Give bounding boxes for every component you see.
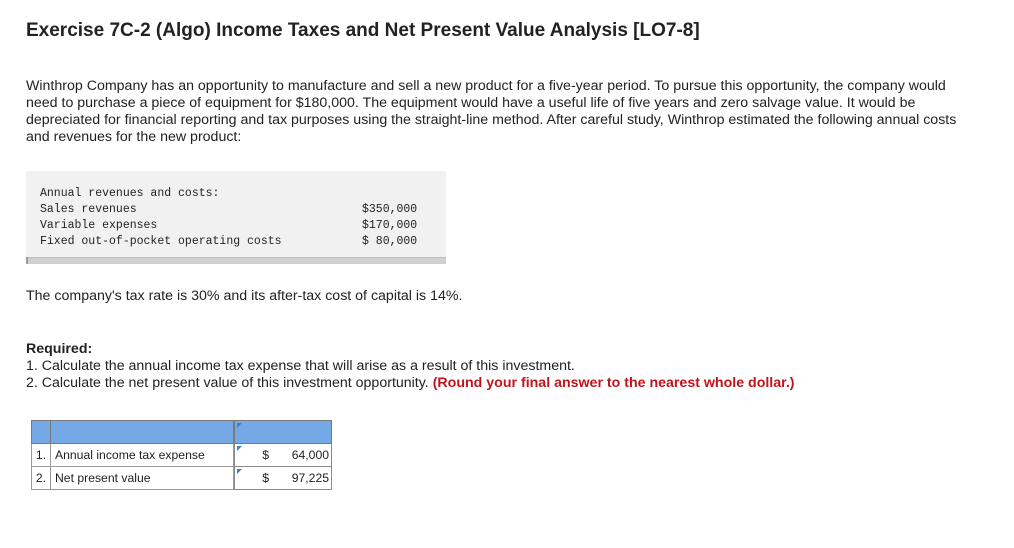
rounding-instruction: (Round your final answer to the nearest whole dollar.) [432,375,795,391]
costs-heading: Annual revenues and costs: [40,187,220,200]
required-section [26,341,986,392]
header-cell [235,421,276,444]
exercise-title: Exercise 7C-2 (Algo) Income Taxes and Net Present Value Analysis [LO7-8] [26,20,700,41]
answer-number: 2. [32,467,51,490]
header-cell [275,421,332,444]
cost-row-variable-expenses [40,219,430,235]
cost-value: $350,000 [362,203,418,216]
problem-intro: Winthrop Company has an opportunity to manufacture and sell a new product for a five-year period. To pursue this opportunity, the company would need to purchase a piece of equipment for $180,000. The equipment would have a useful life of five years and zero salvage value. It would be depreciated for financial reporting and tax purposes using the straight-line method. After careful study, Winthrop estimated the following annual costs and revenues for the new product: [26,78,957,145]
header-cell [51,421,234,444]
cost-label: Fixed out-of-pocket operating costs [40,235,282,248]
cost-value: $170,000 [362,219,418,232]
answer-row-income-tax [32,444,332,467]
cost-label: Sales revenues [40,203,137,216]
answer-input-income-tax[interactable]: 64,000 [275,444,332,467]
cost-row-fixed-costs [40,235,430,251]
answer-row-npv [32,467,332,490]
required-item-2 [26,375,986,392]
answer-table [31,420,332,490]
answer-number: 1. [32,444,51,467]
required-item-2-text: 2. Calculate the net present value of this investment opportunity. [26,375,429,391]
cost-value: $ 80,000 [362,235,418,248]
required-title: Required: [26,341,93,357]
answer-label: Net present value [51,467,234,490]
cost-label: Variable expenses [40,219,158,232]
tax-rate-text: The company's tax rate is 30% and its after-tax cost of capital is 14%. [26,288,463,304]
answer-label: Annual income tax expense [51,444,234,467]
answer-table-header [32,421,332,444]
required-item-1: 1. Calculate the annual income tax expense that will arise as a result of this investment. [26,358,575,374]
answer-currency: $ [235,444,276,467]
costs-box-scrollbar[interactable] [26,257,446,264]
header-cell [32,421,51,444]
answer-currency: $ [235,467,276,490]
answer-input-npv[interactable]: 97,225 [275,467,332,490]
cost-row-sales-revenues [40,203,430,219]
costs-data-box [26,167,446,264]
